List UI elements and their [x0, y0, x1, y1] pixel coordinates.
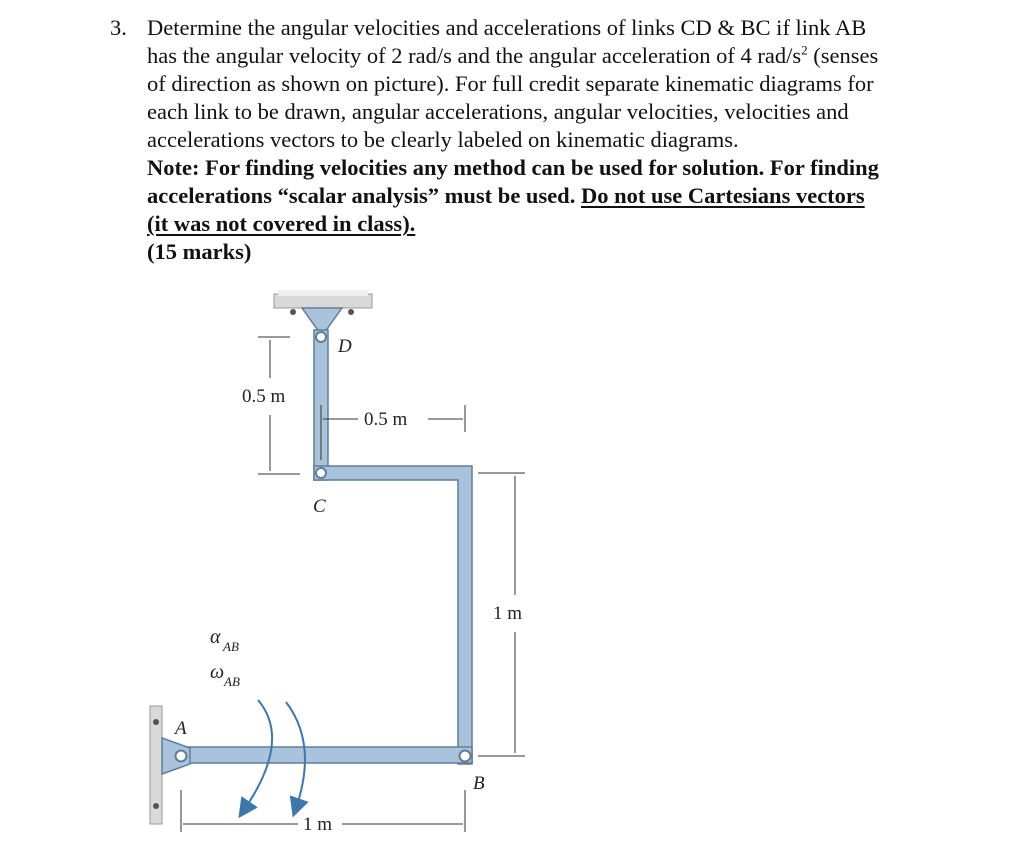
pin-a — [176, 751, 187, 762]
omega-ab-subscript: AB — [224, 674, 240, 689]
alpha-ab-subscript: AB — [223, 639, 239, 654]
dim-cb-label: 0.5 m — [364, 409, 408, 430]
problem-line-5: accelerations vectors to be clearly labeled on kinematic diagrams. — [147, 127, 739, 152]
pin-d — [316, 332, 326, 342]
alpha-ab-symbol: α — [210, 626, 221, 648]
problem-number: 3. — [110, 15, 127, 40]
ceiling-support — [274, 290, 372, 336]
pin-b — [460, 751, 471, 762]
problem-line-2-text: has the angular velocity of 2 rad/s and the angular acceleration of 4 rad/s — [147, 43, 802, 68]
dim-cd-label: 0.5 m — [242, 386, 286, 407]
link-ab — [170, 747, 472, 763]
problem-line-2-end: (senses — [807, 43, 879, 68]
problem-line-3: of direction as shown on picture). For full credit separate kinematic diagrams for — [147, 71, 874, 96]
note-line-2-text: accelerations “scalar analysis” must be used. — [147, 183, 581, 208]
problem-line-4: each link to be drawn, angular accelerations, angular velocities, velocities and — [147, 99, 849, 124]
note-line-3: (it was not covered in class). — [147, 211, 416, 236]
note-warning-underlined: Do not use Cartesians vectors — [580, 183, 865, 208]
superscript-2: 2 — [801, 42, 808, 58]
problem-line-1: Determine the angular velocities and accelerations of links CD & BC if link AB — [147, 15, 867, 40]
pin-c — [316, 468, 326, 478]
label-a: A — [175, 718, 187, 739]
label-b: B — [473, 773, 485, 794]
label-d: D — [338, 336, 352, 357]
dim-b-height-label: 1 m — [493, 603, 523, 624]
omega-ab-symbol: ω — [210, 661, 225, 683]
marks: (15 marks) — [147, 239, 252, 264]
dim-ab-label: 1 m — [303, 814, 333, 835]
label-c: C — [313, 496, 326, 517]
note-line-1: Note: For finding velocities any method can be used for solution. For finding — [147, 155, 879, 180]
link-bc — [314, 466, 472, 764]
